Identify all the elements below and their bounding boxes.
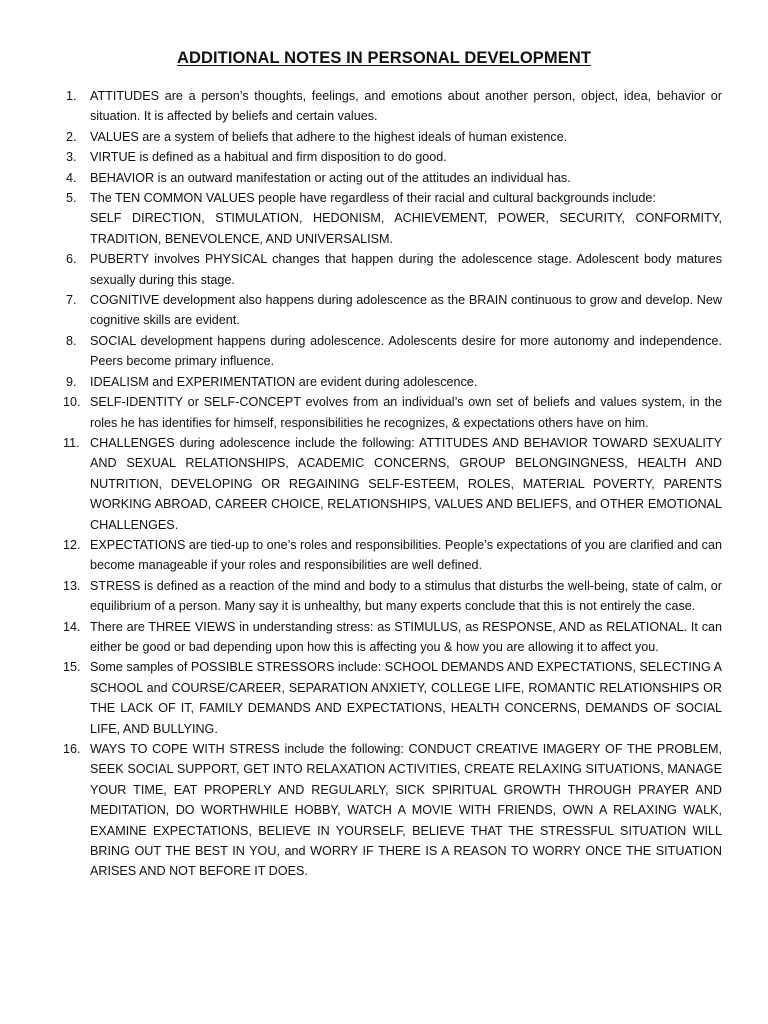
list-item	[66, 249, 722, 290]
notes-list	[63, 86, 722, 882]
list-item	[63, 617, 722, 658]
item-number: 4.	[66, 170, 77, 185]
page-title: ADDITIONAL NOTES IN PERSONAL DEVELOPMENT	[176, 49, 592, 67]
item-text: COGNITIVE development also happens during adolescence as the BRAIN continuous to grow and develop. New cognitive skills are evident.	[90, 293, 722, 328]
item-number: 11.	[63, 435, 80, 450]
list-item	[66, 147, 722, 167]
item-number: 15.	[63, 660, 81, 675]
item-text: STRESS is defined as a reaction of the mind and body to a stimulus that disturbs the well-being, state of calm, or equilibrium of a person. Many say it is unhealthy, but many experts conclude that this is not entirely the case.	[90, 578, 722, 614]
item-text: SELF-IDENTITY or SELF-CONCEPT evolves from an individual’s own set of beliefs and values system, in the roles he has identifies for himself, responsibilities he recognizes, & expectations others have on him.	[90, 395, 722, 430]
list-item	[66, 331, 722, 372]
item-text: SOCIAL development happens during adolescence. Adolescents desire for more autonomy and independence. Peers become primary influence.	[90, 333, 722, 369]
list-item	[63, 657, 722, 739]
item-text: VIRTUE is defined as a habitual and firm disposition to do good.	[90, 150, 447, 165]
item-text: PUBERTY involves PHYSICAL changes that happen during the adolescence stage. Adolescent body matures sexually during this stage.	[90, 252, 722, 287]
item-number: 13.	[63, 578, 81, 593]
list-item	[63, 576, 722, 617]
item-subtext: SELF DIRECTION, STIMULATION, HEDONISM, ACHIEVEMENT, POWER, SECURITY, CONFORMITY, TRADITION, BENEVOLENCE, AND UNIVERSALISM.	[90, 211, 722, 246]
item-text: The TEN COMMON VALUES people have regardless of their racial and cultural backgrounds include:	[90, 191, 656, 206]
list-item	[63, 392, 722, 433]
item-text: Some samples of POSSIBLE STRESSORS include: SCHOOL DEMANDS AND EXPECTATIONS, SELECTING A SCHOOL and COURSE/CAREER, SEPARATION ANXIETY, COLLEGE LIFE, ROMANTIC RELATIONSHIPS OR THE LACK OF IT, FAMILY DEMANDS AND EXPECTATIONS, HEALTH CONCERNS, DEMANDS OF SOCIAL LIFE, AND BULLYING.	[90, 660, 722, 736]
item-number: 14.	[63, 619, 81, 634]
list-item	[63, 535, 722, 576]
item-text: CHALLENGES during adolescence include the following: ATTITUDES AND BEHAVIOR TOWARD SEXUALITY AND SEXUAL RELATIONSHIPS, ACADEMIC CONCERNS, GROUP BELONGINGNESS, HEALTH AND NUTRITION, DEVELOPING OR REGAINING SELF-ESTEEM, ROLES, MATERIAL POVERTY, PARENTS WORKING ABROAD, CAREER CHOICE, RELATIONSHIPS, VALUES AND BELIEFS, and OTHER EMOTIONAL CHALLENGES.	[90, 435, 722, 532]
item-number: 3.	[66, 150, 77, 165]
item-number: 2.	[66, 129, 77, 144]
item-text: BEHAVIOR is an outward manifestation or acting out of the attitudes an individual has.	[90, 170, 571, 185]
item-text: VALUES are a system of beliefs that adhere to the highest ideals of human existence.	[90, 129, 568, 144]
item-number: 6.	[66, 252, 77, 267]
list-item	[66, 372, 722, 392]
list-item	[66, 168, 722, 188]
item-number: 9.	[66, 374, 77, 389]
list-item	[63, 739, 722, 882]
item-number: 8.	[66, 333, 77, 348]
item-number: 7.	[66, 293, 77, 308]
list-item	[66, 188, 722, 249]
item-number: 10.	[63, 395, 81, 410]
item-text: There are THREE VIEWS in understanding stress: as STIMULUS, as RESPONSE, AND as RELATIONAL. It can either be good or bad depending upon how this is affecting you & how you are allowing it to affect you.	[90, 619, 722, 654]
item-number: 12.	[63, 537, 81, 552]
list-item	[66, 290, 722, 331]
list-item	[63, 433, 722, 535]
item-number: 1.	[66, 89, 77, 103]
item-number: 5.	[66, 191, 77, 206]
item-text: WAYS TO COPE WITH STRESS include the following: CONDUCT CREATIVE IMAGERY OF THE PROBLEM, SEEK SOCIAL SUPPORT, GET INTO RELAXATION ACTIVITIES, CREATE RELAXING SITUATIONS, MANAGE YOUR TIME, EAT PROPERLY AND REGULARLY, SICK SPIRITUAL GROWTH THROUGH PRAYER AND MEDITATION, DO WORTHWHILE HOBBY, WATCH A MOVIE WITH FRIENDS, OWN A RELAXING WALK, EXAMINE EXPECTATIONS, BELIEVE IN YOURSELF, BELIEVE THAT THE STRESSFUL SITUATION WILL BRING OUT THE BEST IN YOU, and WORRY IF THERE IS A REASON TO WORRY ONCE THE SITUATION ARISES AND NOT BEFORE IT DOES.	[90, 742, 722, 879]
item-text: IDEALISM and EXPERIMENTATION are evident during adolescence.	[90, 374, 478, 389]
list-item	[66, 127, 722, 147]
item-text: EXPECTATIONS are tied-up to one’s roles and responsibilities. People’s expectations of you are clarified and can become manageable if your roles and responsibilities are well defined.	[90, 537, 722, 573]
item-number: 16.	[63, 742, 81, 756]
list-item	[66, 86, 722, 127]
item-text: ATTITUDES are a person’s thoughts, feelings, and emotions about another person, object, idea, behavior or situation. It is affected by beliefs and certain values.	[90, 89, 722, 124]
